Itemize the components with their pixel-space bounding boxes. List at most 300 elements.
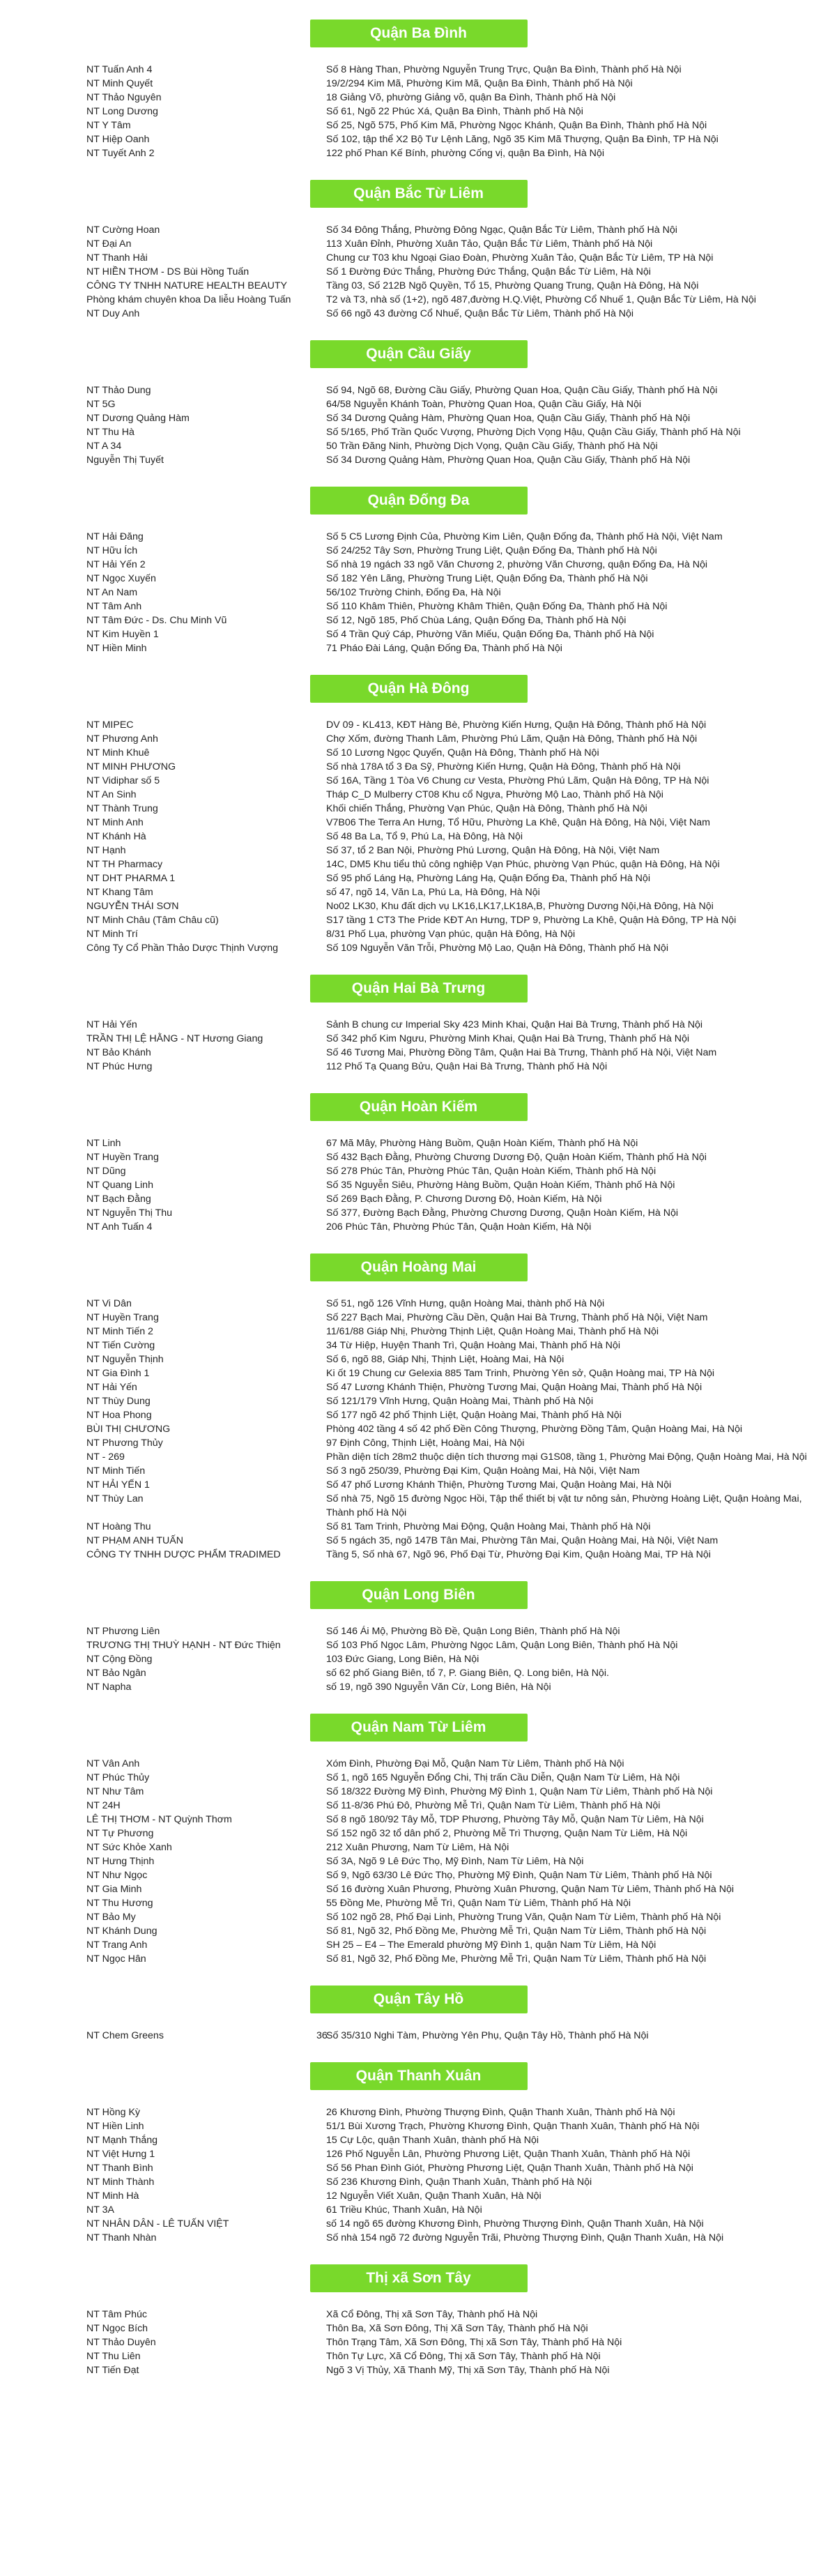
store-row xyxy=(0,1652,837,1666)
store-address-cell xyxy=(316,1380,814,1394)
store-row xyxy=(0,760,837,774)
store-address-cell xyxy=(316,2363,814,2377)
store-address: 51/1 Bùi Xương Trạch, Phường Khương Đình, Quận Thanh Xuân, Thành phố Hà Nội xyxy=(326,2121,700,2132)
store-address-cell xyxy=(316,1366,814,1380)
store-row xyxy=(0,453,837,467)
store-row xyxy=(0,1297,837,1311)
store-address-cell xyxy=(316,1652,814,1666)
store-name: NT Hạnh xyxy=(86,845,126,856)
store-row xyxy=(0,530,837,544)
store-name: NT Thảo Dung xyxy=(86,385,151,396)
store-row xyxy=(0,1136,837,1150)
store-address-cell xyxy=(316,613,814,627)
district-header: Quận Ba Đình xyxy=(310,20,528,47)
store-row xyxy=(0,1192,837,1206)
store-address: 122 phố Phan Kế Bính, phường Cống vị, quận Ba Đình, Hà Nội xyxy=(326,148,604,159)
store-name: NT Ngọc Bích xyxy=(86,2323,148,2334)
store-address: Số 236 Khương Đình, Quận Thanh Xuân, Thành phố Hà Nội xyxy=(326,2177,592,2188)
store-address: Số 16 đường Xuân Phương, Phường Xuân Phương, Quận Nam Từ Liêm, Thành phố Hà Nội xyxy=(326,1884,735,1895)
store-address: Số 3 ngõ 250/39, Phường Đại Kim, Quận Hoàng Mai, Hà Nội, Việt Nam xyxy=(326,1465,640,1477)
store-name: NT 24H xyxy=(86,1800,121,1811)
store-address-cell xyxy=(316,1046,814,1060)
store-address-cell xyxy=(316,1192,814,1206)
store-row xyxy=(0,816,837,830)
store-address: Số 18/322 Đường Mỹ Đình, Phường Mỹ Đình 1, Quận Nam Từ Liêm, Thành phố Hà Nội xyxy=(326,1786,713,1797)
store-address-cell xyxy=(316,627,814,641)
store-address: Số 3A, Ngõ 9 Lê Đức Thọ, Mỹ Đình, Nam Từ Liêm, Hà Nội xyxy=(326,1856,584,1867)
store-row xyxy=(0,1799,837,1813)
store-name: BÙI THỊ CHƯƠNG xyxy=(86,1424,171,1435)
store-address-cell xyxy=(316,899,814,913)
store-address: 97 Định Công, Thịnh Liệt, Hoàng Mai, Hà Nội xyxy=(326,1438,525,1449)
store-address: Sảnh B chung cư Imperial Sky 423 Minh Khai, Quận Hai Bà Trưng, Thành phố Hà Nội xyxy=(326,1019,703,1030)
store-address-cell xyxy=(316,2029,814,2043)
store-row xyxy=(0,146,837,160)
store-row xyxy=(0,1520,837,1534)
store-address: Số 51, ngõ 126 Vĩnh Hưng, quận Hoàng Mai, thành phố Hà Nội xyxy=(326,1298,605,1309)
store-address: số 47, ngõ 14, Văn La, Phú La, Hà Đông, Hà Nội xyxy=(326,887,540,898)
store-address-cell xyxy=(316,383,814,397)
store-address-cell xyxy=(316,1827,814,1840)
store-address-cell xyxy=(316,1854,814,1868)
store-name: NT Gia Đình 1 xyxy=(86,1368,150,1379)
store-row xyxy=(0,1492,837,1520)
store-row xyxy=(0,2029,837,2043)
store-name: NT Dương Quảng Hàm xyxy=(86,413,190,424)
store-address: T2 và T3, nhà số (1+2), ngõ 487,đường H.Q.Việt, Phường Cổ Nhuế 1, Quận Bắc Từ Liêm, Hà Nội xyxy=(326,294,756,305)
store-address: Số 94, Ngõ 68, Đường Cầu Giấy, Phường Quan Hoa, Quận Cầu Giấy, Thành phố Hà Nội xyxy=(326,385,718,396)
store-name: NT Gia Minh xyxy=(86,1884,142,1895)
store-row xyxy=(0,1868,837,1882)
store-row xyxy=(0,1311,837,1325)
store-row xyxy=(0,1366,837,1380)
store-row xyxy=(0,132,837,146)
store-row xyxy=(0,2231,837,2245)
store-address: Số nhà 19 ngách 33 ngõ Văn Chương 2, phường Văn Chương, quận Đống Đa, Hà Nội xyxy=(326,559,708,570)
store-address-cell xyxy=(316,1408,814,1422)
store-name: NT 5G xyxy=(86,399,116,410)
store-address: 61 Triều Khúc, Thanh Xuân, Hà Nội xyxy=(326,2204,482,2216)
store-address-cell xyxy=(316,2217,814,2231)
store-name: NT Hưng Thịnh xyxy=(86,1856,155,1867)
store-address: Số 432 Bạch Đằng, Phường Chương Dương Độ, Quận Hoàn Kiếm, Thành phố Hà Nội xyxy=(326,1152,707,1163)
store-address: Số 11-8/36 Phú Đô, Phường Mễ Trì, Quận Nam Từ Liêm, Thành phố Hà Nội xyxy=(326,1800,661,1811)
store-row xyxy=(0,105,837,119)
store-name: CÔNG TY TNHH DƯỢC PHẨM TRADIMED xyxy=(86,1549,281,1560)
store-row xyxy=(0,2133,837,2147)
district-header-wrap xyxy=(0,2245,837,2308)
store-name: NT Đại An xyxy=(86,238,132,250)
store-name: NT Thu Hà xyxy=(86,427,135,438)
store-address: Số 48 Ba La, Tổ 9, Phú La, Hà Đông, Hà Nội xyxy=(326,831,523,842)
store-row xyxy=(0,600,837,613)
store-address-cell xyxy=(316,1624,814,1638)
store-name: NT NHÂN DÂN - LÊ TUẤN VIỆT xyxy=(86,2218,229,2230)
store-address-cell xyxy=(316,1150,814,1164)
store-name: NT Tâm Đức - Ds. Chu Minh Vũ xyxy=(86,615,227,626)
store-address-cell xyxy=(316,132,814,146)
store-address-cell xyxy=(316,1178,814,1192)
store-address-cell xyxy=(316,2308,814,2322)
store-address-cell xyxy=(316,1534,814,1548)
section-quan-hoan-kiem xyxy=(0,1074,837,1234)
store-address-cell xyxy=(316,600,814,613)
store-address-cell xyxy=(316,1938,814,1952)
store-rows xyxy=(0,718,837,955)
store-address: 103 Đức Giang, Long Biên, Hà Nội xyxy=(326,1654,479,1665)
store-row xyxy=(0,237,837,251)
district-header-wrap xyxy=(0,1234,837,1297)
store-row xyxy=(0,1680,837,1694)
store-name: NT Phúc Thủy xyxy=(86,1772,150,1783)
store-name: NT Minh Trí xyxy=(86,929,138,940)
store-address-cell xyxy=(316,1799,814,1813)
store-address-cell xyxy=(316,1896,814,1910)
store-row xyxy=(0,1032,837,1046)
store-address-cell xyxy=(316,1394,814,1408)
store-name: NT Phương Anh xyxy=(86,733,158,745)
store-address: Số 103 Phố Ngọc Lâm, Phường Ngọc Lâm, Quận Long Biên, Thành phố Hà Nội xyxy=(326,1640,678,1651)
section-quan-thanh-xuan xyxy=(0,2043,837,2245)
store-name: NT Tuyết Anh 2 xyxy=(86,148,155,159)
store-name: NT HIỀN THƠM - DS Bùi Hồng Tuấn xyxy=(86,266,249,277)
store-address: Thôn Ba, Xã Sơn Đông, Thị Xã Sơn Tây, Thành phố Hà Nội xyxy=(326,2323,588,2334)
district-header-wrap xyxy=(0,1562,837,1624)
store-name: NT An Nam xyxy=(86,587,138,598)
district-header: Quận Hoàn Kiếm xyxy=(310,1093,528,1121)
store-address: Số 47 phố Lương Khánh Thiện, Phường Tương Mai, Quận Hoàng Mai, Hà Nội xyxy=(326,1479,672,1491)
store-row xyxy=(0,1534,837,1548)
store-row xyxy=(0,397,837,411)
store-row xyxy=(0,2363,837,2377)
store-name: NT Duy Anh xyxy=(86,308,140,319)
store-address-cell xyxy=(316,1032,814,1046)
store-row xyxy=(0,1206,837,1220)
store-row xyxy=(0,558,837,572)
store-name: NT Minh Tiến 2 xyxy=(86,1326,153,1337)
district-header-wrap xyxy=(0,1074,837,1136)
store-row xyxy=(0,774,837,788)
store-name: NT Thành Trung xyxy=(86,803,158,814)
store-address: Số 278 Phúc Tân, Phường Phúc Tân, Quận Hoàn Kiếm, Thành phố Hà Nội xyxy=(326,1166,656,1177)
store-address-cell xyxy=(316,530,814,544)
district-header: Quận Đống Đa xyxy=(310,487,528,515)
district-header: Thị xã Sơn Tây xyxy=(310,2264,528,2292)
store-rows xyxy=(0,1297,837,1562)
store-address-cell xyxy=(316,1297,814,1311)
store-name: NT Minh Hà xyxy=(86,2190,139,2202)
store-rows xyxy=(0,1624,837,1694)
store-address-cell xyxy=(316,1952,814,1966)
store-row xyxy=(0,1924,837,1938)
store-address-cell xyxy=(316,1325,814,1339)
store-address-cell xyxy=(316,1220,814,1234)
store-address-cell xyxy=(316,2133,814,2147)
store-row xyxy=(0,1450,837,1464)
store-name: NT Ngọc Hân xyxy=(86,1953,146,1965)
store-name: NT HẢI YẾN 1 xyxy=(86,1479,150,1491)
store-name: NT Hoa Phong xyxy=(86,1410,152,1421)
store-address-cell xyxy=(316,858,814,871)
store-name: NT Tiến Đạt xyxy=(86,2365,139,2376)
store-address-cell xyxy=(316,453,814,467)
store-address-cell xyxy=(316,1018,814,1032)
section-quan-bac-tu-liem xyxy=(0,160,837,321)
store-address-cell xyxy=(316,941,814,955)
store-address: Số 8 ngõ 180/92 Tây Mỗ, TDP Phương, Phường Tây Mỗ, Quận Nam Từ Liêm, Hà Nội xyxy=(326,1814,704,1825)
store-address-cell xyxy=(316,1520,814,1534)
store-row xyxy=(0,544,837,558)
store-address-cell xyxy=(316,1311,814,1325)
store-address: Số 34 Dương Quảng Hàm, Phường Quan Hoa, Quận Cầu Giấy, Thành phố Hà Nội xyxy=(326,455,691,466)
store-row xyxy=(0,251,837,265)
store-address-cell xyxy=(316,1060,814,1074)
store-address: Số 66 ngõ 43 đường Cổ Nhuế, Quận Bắc Từ Liêm, Thành phố Hà Nội xyxy=(326,308,634,319)
store-row xyxy=(0,1164,837,1178)
store-row xyxy=(0,2349,837,2363)
store-row xyxy=(0,1464,837,1478)
store-address-cell xyxy=(316,2203,814,2217)
section-quan-hoang-mai xyxy=(0,1234,837,1562)
district-header: Quận Long Biên xyxy=(310,1581,528,1609)
store-address-cell xyxy=(316,2335,814,2349)
store-row xyxy=(0,586,837,600)
store-name: NT Phương Liên xyxy=(86,1626,160,1637)
store-name: NT Y Tâm xyxy=(86,120,131,131)
store-name: NT Hiền Linh xyxy=(86,2121,144,2132)
store-name: NT Vidiphar số 5 xyxy=(86,775,160,786)
store-name: NT Phương Thủy xyxy=(86,1438,163,1449)
store-address-cell xyxy=(316,913,814,927)
store-name: NT Thanh Nhàn xyxy=(86,2232,157,2243)
store-address-cell xyxy=(316,1813,814,1827)
store-name: NT Như Tâm xyxy=(86,1786,144,1797)
store-rows xyxy=(0,223,837,321)
store-address: 15 Cự Lộc, quận Thanh Xuân, thành phố Hà Nội xyxy=(326,2135,539,2146)
store-address: 64/58 Nguyễn Khánh Toàn, Phường Quan Hoa, Quận Cầu Giấy, Hà Nội xyxy=(326,399,642,410)
store-row xyxy=(0,411,837,425)
store-address-cell xyxy=(316,1785,814,1799)
store-row xyxy=(0,885,837,899)
store-name: NT Khánh Dung xyxy=(86,1926,158,1937)
store-address: Số 109 Nguyễn Văn Trỗi, Phường Mộ Lao, Quận Hà Đông, Thành phố Hà Nội xyxy=(326,943,668,954)
store-address-cell xyxy=(316,1136,814,1150)
store-address-cell xyxy=(316,1548,814,1562)
store-name: NT Napha xyxy=(86,1682,132,1693)
section-quan-ha-dong xyxy=(0,655,837,955)
store-name: NT Linh xyxy=(86,1138,121,1149)
store-address: Ngõ 3 Vị Thủy, Xã Thanh Mỹ, Thị xã Sơn Tây, Thành phố Hà Nội xyxy=(326,2365,610,2376)
store-address: Số 5 ngách 35, ngõ 147B Tân Mai, Phường Tân Mai, Quận Hoàng Mai, Hà Nội, Việt Nam xyxy=(326,1535,719,1546)
store-row xyxy=(0,941,837,955)
store-row xyxy=(0,2147,837,2161)
store-rows xyxy=(0,2105,837,2245)
store-address-cell xyxy=(316,1868,814,1882)
store-address-cell xyxy=(316,572,814,586)
store-address-cell xyxy=(316,1666,814,1680)
store-address-cell xyxy=(316,63,814,77)
store-row xyxy=(0,1638,837,1652)
store-row xyxy=(0,1757,837,1771)
store-name: NT Tiến Cường xyxy=(86,1340,155,1351)
store-name: TRẦN THỊ LỆ HẰNG - NT Hương Giang xyxy=(86,1033,263,1044)
store-address-cell xyxy=(316,2322,814,2335)
store-row xyxy=(0,788,837,802)
store-name: NT Việt Hưng 1 xyxy=(86,2149,155,2160)
store-address-cell xyxy=(316,746,814,760)
store-address-cell xyxy=(316,2147,814,2161)
store-rows xyxy=(0,63,837,160)
store-name: NT Hiền Minh xyxy=(86,643,147,654)
store-name: NT TH Pharmacy xyxy=(86,859,163,870)
store-address: SH 25 – E4 – The Emerald phường Mỹ Đình 1, quận Nam Từ Liêm, Hà Nội xyxy=(326,1939,656,1951)
store-row xyxy=(0,1952,837,1966)
store-row xyxy=(0,265,837,279)
store-name: NT Vi Dân xyxy=(86,1298,132,1309)
store-address: 126 Phố Nguyễn Lân, Phường Phương Liệt, Quận Thanh Xuân, Thành phố Hà Nội xyxy=(326,2149,691,2160)
store-address: Số 227 Bạch Mai, Phường Cầu Dền, Quận Hai Bà Trưng, Thành phố Hà Nội, Việt Nam xyxy=(326,1312,708,1323)
store-row xyxy=(0,1220,837,1234)
section-quan-tay-ho xyxy=(0,1966,837,2043)
store-address: Số 25, Ngõ 575, Phố Kim Mã, Phường Ngọc Khánh, Quận Ba Đình, Thành phố Hà Nội xyxy=(326,120,707,131)
store-address: 26 Khương Đình, Phường Thượng Đình, Quận Thanh Xuân, Thành phố Hà Nội xyxy=(326,2107,675,2118)
store-address: 67 Mã Mây, Phường Hàng Buồm, Quận Hoàn Kiếm, Thành phố Hà Nội xyxy=(326,1138,638,1149)
store-name: NT Bảo Khánh xyxy=(86,1047,151,1058)
store-address: Số 10 Lương Ngọc Quyến, Quận Hà Đông, Thành phố Hà Nội xyxy=(326,747,599,759)
store-row xyxy=(0,1325,837,1339)
store-name: NT Tâm Anh xyxy=(86,601,142,612)
store-row xyxy=(0,2105,837,2119)
store-name: NT Bảo My xyxy=(86,1912,136,1923)
district-header-wrap xyxy=(0,955,837,1018)
store-name: NT Bảo Ngân xyxy=(86,1668,146,1679)
store-address: Số 4 Trần Quý Cáp, Phường Văn Miếu, Quận Đống Đa, Thành phố Hà Nội xyxy=(326,629,654,640)
store-name: NT Hải Yến 2 xyxy=(86,559,146,570)
store-name: NT Hải Đăng xyxy=(86,531,144,542)
store-address: 34 Từ Hiệp, Huyện Thanh Trì, Quận Hoàng Mai, Thành phố Hà Nội xyxy=(326,1340,620,1351)
store-row xyxy=(0,1046,837,1060)
section-quan-nam-tu-liem xyxy=(0,1694,837,1966)
store-row xyxy=(0,2175,837,2189)
store-name: NT Thanh Hải xyxy=(86,252,148,264)
store-address: Số 81 Tam Trinh, Phường Mai Động, Quận Hoàng Mai, Thành phố Hà Nội xyxy=(326,1521,651,1532)
store-row xyxy=(0,899,837,913)
section-quan-ba-dinh xyxy=(0,0,837,160)
store-address-cell xyxy=(316,439,814,453)
store-name: NT Kim Huyền 1 xyxy=(86,629,159,640)
store-address: 19/2/294 Kim Mã, Phường Kim Mã, Quận Ba Đình, Thành phố Hà Nội xyxy=(326,78,633,89)
store-row xyxy=(0,2203,837,2217)
store-address: số 62 phố Giang Biên, tổ 7, P. Giang Biên, Q. Long biên, Hà Nội. xyxy=(326,1668,609,1679)
store-name: NT Mạnh Thắng xyxy=(86,2135,158,2146)
store-row xyxy=(0,77,837,91)
store-row xyxy=(0,1436,837,1450)
store-prefix: 36 xyxy=(316,2030,328,2041)
store-row xyxy=(0,1408,837,1422)
store-address-cell xyxy=(316,1757,814,1771)
store-address: Số 47 Lương Khánh Thiện, Phường Tương Mai, Quận Hoàng Mai, Thành phố Hà Nội xyxy=(326,1382,702,1393)
store-address: Số 8 Hàng Than, Phường Nguyễn Trung Trực, Quận Ba Đình, Thành phố Hà Nội xyxy=(326,64,682,75)
store-address-cell xyxy=(316,927,814,941)
store-address: Số 342 phố Kim Ngưu, Phường Minh Khai, Quận Hai Bà Trưng, Thành phố Hà Nội xyxy=(326,1033,689,1044)
store-address-cell xyxy=(316,816,814,830)
store-address: Số 95 phố Láng Hạ, Phường Láng Hạ, Quận Đống Đa, Thành phố Hà Nội xyxy=(326,873,650,884)
store-address-cell xyxy=(316,146,814,160)
store-row xyxy=(0,1060,837,1074)
store-address-cell xyxy=(316,718,814,732)
store-address-cell xyxy=(316,1339,814,1352)
store-address-cell xyxy=(316,2231,814,2245)
store-address: Số 46 Tương Mai, Phường Đồng Tâm, Quận Hai Bà Trưng, Thành phố Hà Nội, Việt Nam xyxy=(326,1047,717,1058)
store-name: Công Ty Cổ Phần Thảo Dược Thịnh Vượng xyxy=(86,943,278,954)
store-address-cell xyxy=(316,2189,814,2203)
store-address-cell xyxy=(316,411,814,425)
section-quan-hai-ba-trung xyxy=(0,955,837,1074)
store-name: NT MIPEC xyxy=(86,719,134,731)
store-row xyxy=(0,627,837,641)
store-name: NT Hữu Ích xyxy=(86,545,138,556)
store-name: NT Hoàng Thu xyxy=(86,1521,151,1532)
district-header-wrap xyxy=(0,1966,837,2029)
section-quan-long-bien xyxy=(0,1562,837,1694)
store-address: Số 81, Ngõ 32, Phố Đồng Me, Phường Mễ Trì, Quận Nam Từ Liêm, Thành phố Hà Nội xyxy=(326,1953,707,1965)
store-address-cell xyxy=(316,105,814,119)
store-name: NT Minh Anh xyxy=(86,817,144,828)
store-name: NT 3A xyxy=(86,2204,114,2216)
store-row xyxy=(0,1548,837,1562)
store-name: NT Hải Yến xyxy=(86,1019,137,1030)
store-name: NT Vân Anh xyxy=(86,1758,140,1769)
store-row xyxy=(0,1666,837,1680)
store-address-cell xyxy=(316,1450,814,1464)
store-address-cell xyxy=(316,885,814,899)
store-row xyxy=(0,718,837,732)
store-address: Số 102 ngõ 28, Phố Đại Linh, Phường Trung Văn, Quận Nam Từ Liêm, Thành phố Hà Nội xyxy=(326,1912,721,1923)
store-address: Số 9, Ngõ 63/30 Lê Đức Thọ, Phường Mỹ Đình, Quận Nam Từ Liêm, Thành phố Hà Nội xyxy=(326,1870,712,1881)
store-row xyxy=(0,2335,837,2349)
store-address: số 14 ngõ 65 đường Khương Đình, Phường Thượng Đình, Quận Thanh Xuân, Hà Nội xyxy=(326,2218,704,2230)
store-name: NT Thảo Nguyên xyxy=(86,92,162,103)
store-address: Số 110 Khâm Thiên, Phường Khâm Thiên, Quận Đống Đa, Thành phố Hà Nội xyxy=(326,601,668,612)
store-address: Số 56 Phan Đình Giót, Phường Phương Liệt, Quận Thanh Xuân, Thành phố Hà Nội xyxy=(326,2163,693,2174)
store-address-cell xyxy=(316,732,814,746)
store-address: Số 61, Ngõ 22 Phúc Xá, Quận Ba Đình, Thành phố Hà Nội xyxy=(326,106,583,117)
store-row xyxy=(0,2322,837,2335)
store-rows xyxy=(0,2308,837,2377)
store-row xyxy=(0,1771,837,1785)
store-row xyxy=(0,1910,837,1924)
store-address: Số 182 Yên Lãng, Phường Trung Liệt, Quận Đống Đa, Thành phố Hà Nội xyxy=(326,573,648,584)
store-row xyxy=(0,2161,837,2175)
district-header-wrap xyxy=(0,0,837,63)
store-address: Phần diện tích 28m2 thuộc diện tích thương mại G1S08, tầng 1, Phường Mai Động, Quận Hoàng Mai, Hà Nội xyxy=(326,1451,807,1463)
store-address: Xã Cổ Đông, Thị xã Sơn Tây, Thành phố Hà Nội xyxy=(326,2309,538,2320)
store-address-cell xyxy=(316,544,814,558)
store-row xyxy=(0,858,837,871)
store-address: Ki ốt 19 Chung cư Gelexia 885 Tam Trinh, Phường Yên sở, Quận Hoàng mai, TP Hà Nội xyxy=(326,1368,715,1379)
store-address: Số 5 C5 Lương Định Của, Phường Kim Liên, Quận Đống đa, Thành phố Hà Nội, Việt Nam xyxy=(326,531,723,542)
store-row xyxy=(0,844,837,858)
store-address-cell xyxy=(316,1352,814,1366)
store-address: 206 Phúc Tân, Phường Phúc Tân, Quận Hoàn Kiếm, Hà Nội xyxy=(326,1221,592,1233)
store-address-cell xyxy=(316,425,814,439)
store-address-cell xyxy=(316,1422,814,1436)
store-name: NT Cường Hoan xyxy=(86,224,160,236)
store-name: Nguyễn Thị Tuyết xyxy=(86,455,164,466)
store-name: NT Quang Linh xyxy=(86,1180,153,1191)
store-name: NT Chem Greens xyxy=(86,2030,164,2041)
store-address: S17 tầng 1 CT3 The Pride KĐT An Hưng, TDP 9, Phường La Khê, Quận Hà Đông, TP Hà Nội xyxy=(326,915,737,926)
